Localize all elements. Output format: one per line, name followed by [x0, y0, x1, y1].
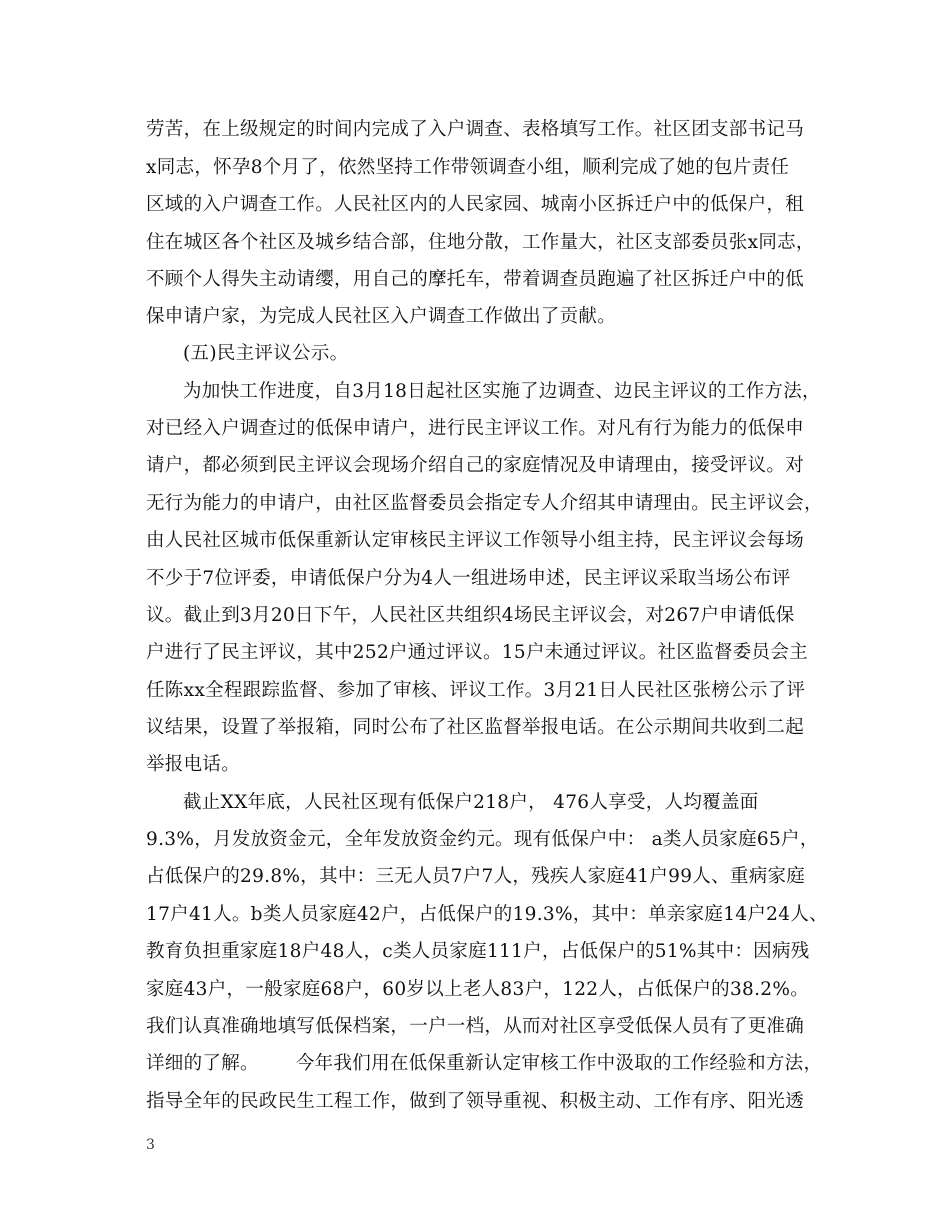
body-text-line: 请户，都必须到民主评议会现场介绍自己的家庭情况及申请理由，接受评议。对 [146, 455, 805, 476]
body-text-line: 我们认真准确地填写低保档案，一户一档，从而对社区享受低保人员有了更准确 [146, 1016, 805, 1037]
body-text-line: 截止XX年底，人民社区现有低保户218户， 476人享受，人均覆盖面 [183, 792, 759, 813]
body-text-line: 为加快工作进度，自3月18日起社区实施了边调查、边民主评议的工作方法， [183, 381, 821, 402]
page-number: 3 [146, 1137, 155, 1153]
body-text-line: 不顾个人得失主动请缨，用自己的摩托车，带着调查员跑遍了社区拆迁户中的低 [146, 269, 805, 290]
body-text-line: 17户41人。b类人员家庭42户，占低保户的19.3%，其中：单亲家庭14户24人、 [146, 904, 828, 925]
body-text-line: 教育负担重家庭18户48人，c类人员家庭111户，占低保户的51%其中：因病残 [146, 941, 810, 962]
section-heading: (五)民主评议公示。 [183, 343, 349, 364]
body-text-line: 对已经入户调查过的低保申请户，进行民主评议工作。对凡有行为能力的低保申 [146, 418, 805, 439]
body-text-line: 住在城区各个社区及城乡结合部，住地分散，工作量大，社区支部委员张x同志， [146, 232, 815, 253]
body-text-line: 保申请户家，为完成人民社区入户调查工作做出了贡献。 [146, 306, 617, 327]
body-text-line: 举报电话。 [146, 754, 241, 775]
body-text-line: 议。截止到3月20日下午，人民社区共组织4场民主评议会，对267户申请低保 [146, 605, 795, 626]
body-text-line: 9.3%，月发放资金元，全年发放资金约元。现有低保户中： a类人员家庭65户， [146, 829, 819, 850]
body-text-line: 由人民社区城市低保重新认定审核民主评议工作领导小组主持，民主评议会每场 [146, 530, 805, 551]
body-text-line: 户进行了民主评议，其中252户通过评议。15户未通过评议。社区监督委员会主 [146, 642, 808, 663]
body-text-line: 议结果，设置了举报箱，同时公布了社区监督举报电话。在公示期间共收到二起 [146, 717, 805, 738]
body-text-line: 不少于7位评委，申请低保户分为4人一组进场申述，民主评议采取当场公布评 [146, 568, 791, 589]
body-text-line: 指导全年的民政民生工程工作，做到了领导重视、积极主动、工作有序、阳光透 [146, 1091, 805, 1112]
body-text-line: 占低保户的29.8%，其中：三无人员7户7人，残疾人家庭41户99人、重病家庭 [146, 866, 806, 887]
body-text-line: 劳苦，在上级规定的时间内完成了入户调查、表格填写工作。社区团支部书记马 [146, 119, 805, 140]
body-text-line: x同志，怀孕8个月了，依然坚持工作带领调查小组，顺利完成了她的包片责任 [146, 157, 790, 178]
body-text-line: 家庭43户，一般家庭68户，60岁以上老人83户，122人，占低保户的38.2%。 [146, 979, 810, 1000]
body-text-line: 无行为能力的申请户，由社区监督委员会指定专人介绍其申请理由。民主评议会， [146, 493, 823, 514]
body-text-line: 区域的入户调查工作。人民社区内的人民家园、城南小区拆迁户中的低保户，租 [146, 194, 805, 215]
body-text-line: 详细的了解。 今年我们用在低保重新认定审核工作中汲取的工作经验和方法， [146, 1053, 823, 1074]
body-text-line: 任陈xx全程跟踪监督、参加了审核、评议工作。3月21日人民社区张榜公示了评 [146, 680, 806, 701]
